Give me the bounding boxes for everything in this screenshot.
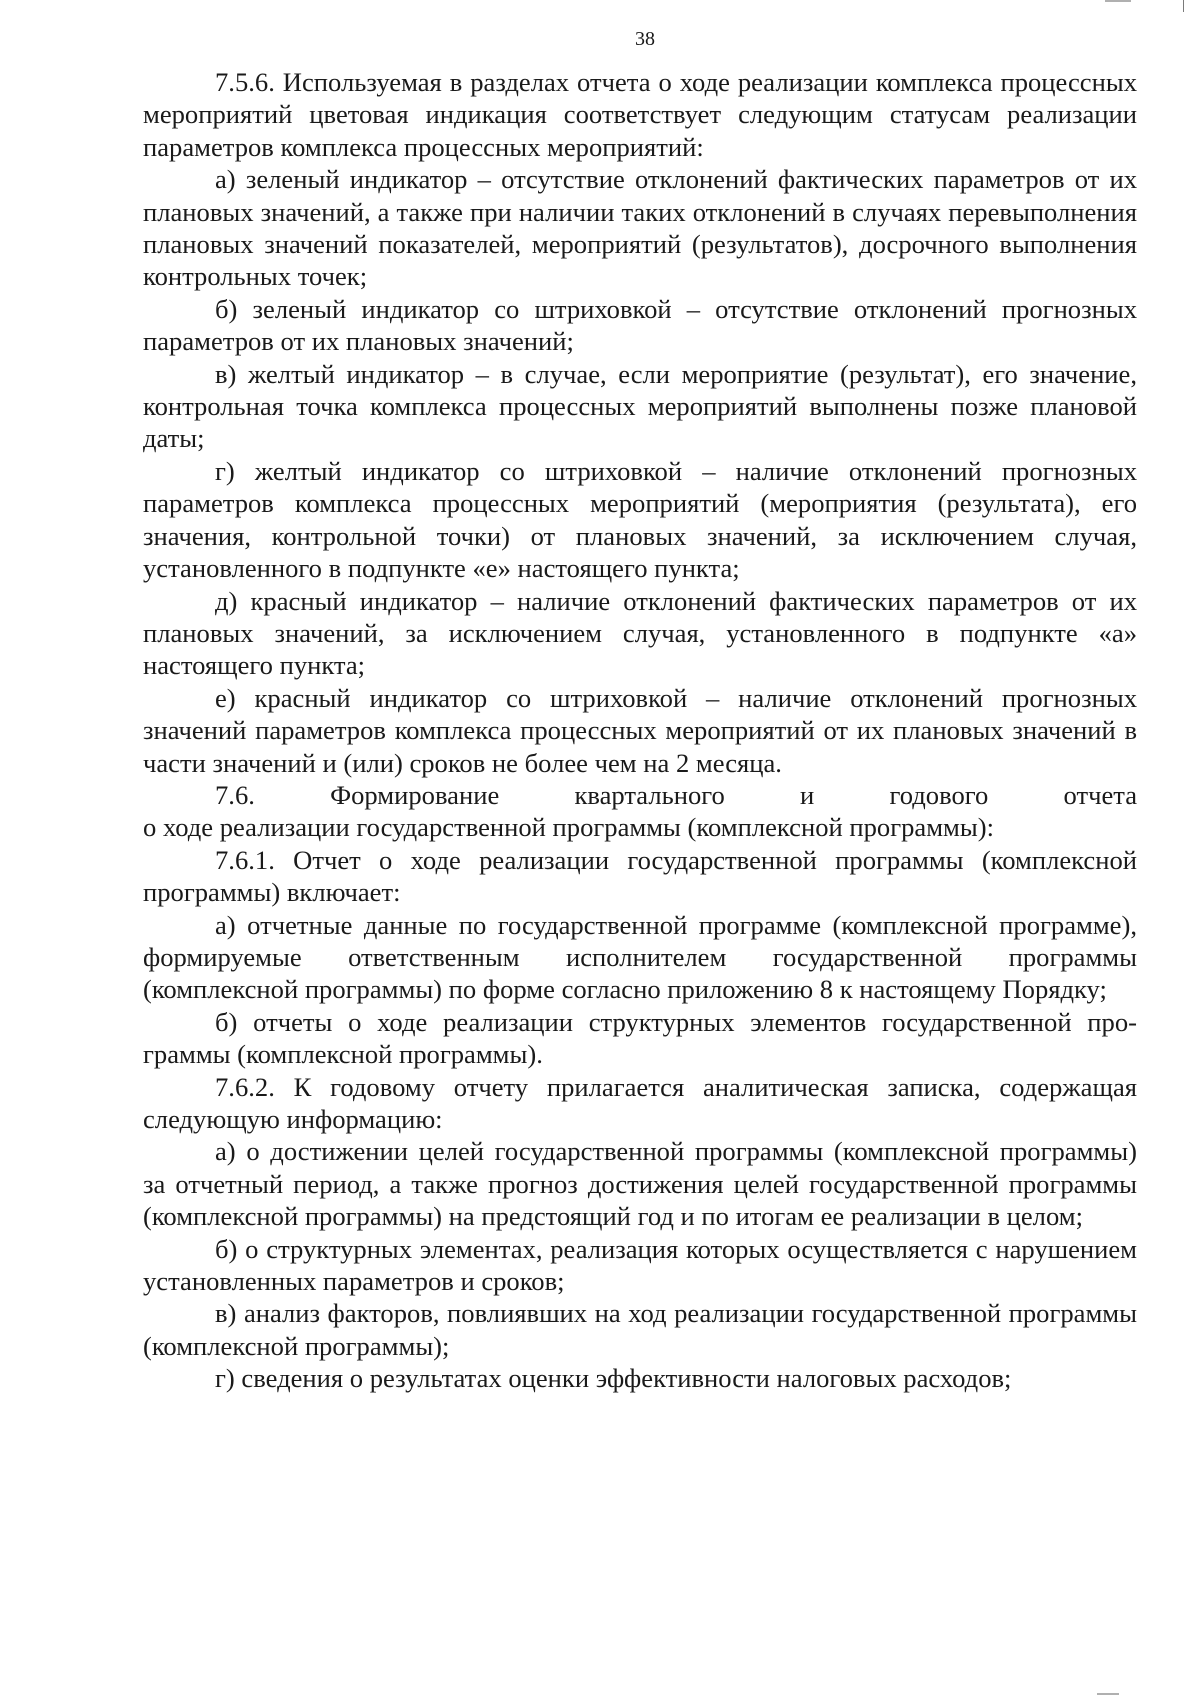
paragraph-7-6-2-g: г) сведения о результатах оценки эффективности налоговых расходов; (215, 1363, 1012, 1394)
page-number: 38 (635, 28, 655, 50)
paragraph-7-6-1: 7.6.1. Отчет о ходе реализации государственной программы (комплексной программы) включает: (143, 844, 1137, 908)
paragraph-7-6-2: 7.6.2. К годовому отчету прилагается аналитическая записка, содержащая следующую информацию: (143, 1071, 1137, 1134)
paragraph-7-6-2-b: б) о структурных элементах, реализация которых осуществляется с нарушением установленных параметров и сроков; (143, 1233, 1137, 1297)
paragraph-7-6-1-b: б) отчеты о ходе реализации структурных элементов государственной программы (комплексной программы). (143, 1006, 1137, 1070)
paragraph-red-indicator: д) красный индикатор – наличие отклонений фактических параметров от их плановых значений, за исключением случая, установленного в подпункте «а» настоящего пункта; (143, 585, 1137, 681)
section-heading-7-6: 7.6. Формирование квартального и годового отчета (215, 779, 1137, 810)
paragraph-green-hatched-indicator: б) зеленый индикатор со штриховкой – отсутствие отклонений прогнозных параметров от их плановых значений; (143, 293, 1137, 357)
scan-mark-top-dots (1105, 0, 1131, 2)
paragraph-yellow-indicator: в) желтый индикатор – в случае, если мероприятие (результат), его значение, контрольная точка комплекса процессных мероприятий выполнены позже плановой даты; (143, 358, 1137, 454)
paragraph-7-6-2-a: а) о достижении целей государственной программы (комплексной программы) за отчетный период, а также прогноз достижения целей государственной программы (комплексной программы) на предстоящий год и по итогам ее реализации в целом; (143, 1136, 1137, 1232)
paragraph-7-6-1-a: а) отчетные данные по государственной программе (комплексной программе), формируемые ответственным исполнителем государственной программы (комплексной программы) по форме согласно приложению 8 к настоящему Порядку; (143, 909, 1137, 1005)
paragraph-red-hatched-indicator: е) красный индикатор со штриховкой – наличие отклонений прогнозных значений параметров комплекса процессных мероприятий от их плановых значений в части значений и (или) сроков не более чем на 2 месяца. (143, 682, 1137, 778)
document-body (143, 66, 1137, 1395)
scan-mark-bottom-dots (1097, 1693, 1119, 1695)
paragraph-yellow-hatched-indicator: г) желтый индикатор со штриховкой – наличие отклонений прогнозных параметров комплекса процессных мероприятий (мероприятия (результата), его значения, контрольной точки) от плановых значений, за исключением случая, установленного в подпункте «е» настоящего пункта; (143, 455, 1137, 584)
paragraph-green-indicator: а) зеленый индикатор – отсутствие отклонений фактических параметров от их плановых значений, а также при наличии таких отклонений в случаях перевыполнения плановых значений показателей, мероприятий (результатов), досрочного выполнения контрольных точек; (143, 164, 1137, 292)
scan-mark-top-right (1183, 0, 1184, 12)
paragraph-7-6-2-v: в) анализ факторов, повлиявших на ход реализации государственной программы (комплексной программы); (143, 1298, 1137, 1361)
section-heading-7-6-continuation: о ходе реализации государственной программы (комплексной программы): (143, 812, 994, 843)
paragraph-7-5-6: 7.5.6. Используемая в разделах отчета о ходе реализации комплекса процессных мероприятий цветовая индикация соответствует следующим статусам реализации параметров комплекса процессных мероприятий: (143, 67, 1137, 162)
